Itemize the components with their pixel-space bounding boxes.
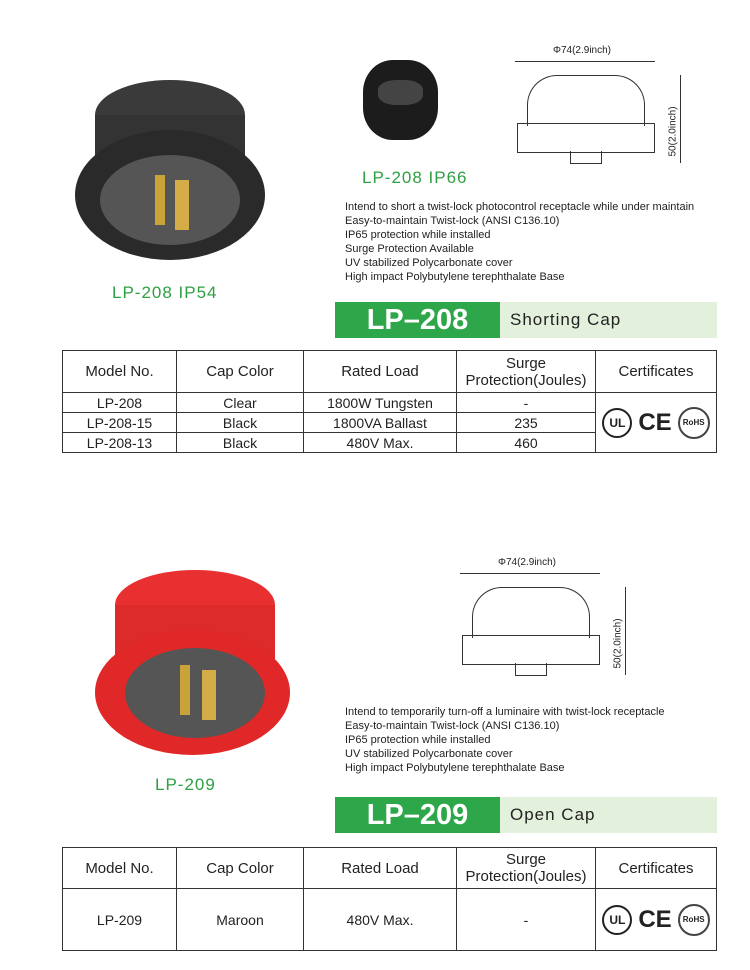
ul-icon: UL (602, 408, 632, 438)
lp209-dimension-diagram: Φ74(2.9inch) 50(2.0inch) (460, 557, 640, 682)
rohs-icon: RoHS (678, 407, 710, 439)
table-row: LP-209 Maroon 480V Max. - UL CE RoHS (63, 889, 717, 951)
lp208-ip66-label: LP-208 IP66 (362, 168, 468, 187)
lp208-banner (335, 302, 717, 338)
lp208-dimension-diagram: Φ74(2.9inch) 50(2.0inch) (515, 45, 695, 170)
lp209-banner (335, 797, 717, 833)
ul-icon: UL (602, 905, 632, 935)
lp209-name: Open Cap (510, 805, 596, 824)
table-row: LP-208 Clear 1800W Tungsten - UL CE RoHS (63, 393, 717, 413)
lp208-spec-table: Model No. Cap Color Rated Load Surge Protection(Joules) Certificates LP-208 Clear 1800W Tungsten - UL CE RoHS LP-208-15 Black 1800VA Ballast 235 LP-208-13 Black 480V Max. 460 (62, 350, 717, 453)
lp208-code: LP–208 (335, 302, 500, 338)
lp209-label: LP-209 (155, 775, 216, 794)
lp208-features: Intend to short a twist-lock photocontrol receptacle while under maintain Easy-to-maintain Twist-lock (ANSI C136.10) IP65 protection while installed Surge Protection Available UV stabilized Polycarbonate cover High impact Polybutylene terephthalate Base (345, 201, 695, 283)
lp209-red-cap-image (90, 560, 295, 760)
lp208-ip66-image (358, 50, 443, 150)
lp209-spec-table: Model No. Cap Color Rated Load Surge Protection(Joules) Certificates LP-209 Maroon 480V Max. - UL CE RoHS (62, 847, 717, 951)
rohs-icon: RoHS (678, 904, 710, 936)
lp208-black-cap-image (65, 60, 275, 270)
lp209-features: Intend to temporarily turn-off a luminaire with twist-lock receptacle Easy-to-maintain Twist-lock (ANSI C136.10) IP65 protection while installed UV stabilized Polycarbonate cover High impact Polybutylene terephthalate Base (345, 706, 665, 774)
lp208-name: Shorting Cap (510, 310, 622, 329)
certificates-cell (596, 393, 717, 453)
table-row: LP-208-13 Black 480V Max. 460 (63, 433, 717, 453)
lp209-code: LP–209 (335, 797, 500, 833)
table-row: LP-208-15 Black 1800VA Ballast 235 (63, 413, 717, 433)
ce-icon: CE (638, 905, 672, 933)
ce-icon: CE (638, 408, 672, 436)
certificates-cell (596, 889, 717, 951)
lp208-ip54-label: LP-208 IP54 (112, 283, 218, 302)
